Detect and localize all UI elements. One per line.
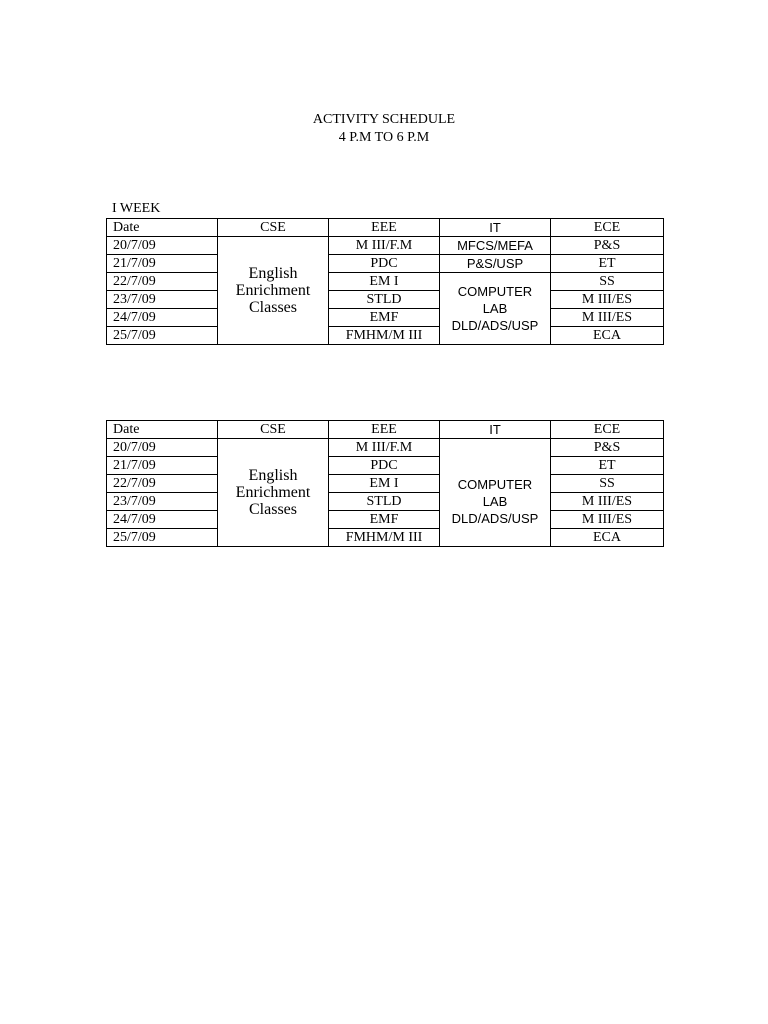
ece-cell: P&S	[551, 237, 664, 255]
it-computer-lab-block	[440, 273, 551, 345]
table-row	[107, 529, 664, 547]
date-cell: 25/7/09	[107, 529, 218, 547]
ece-cell: SS	[551, 273, 664, 291]
date-cell: 25/7/09	[107, 327, 218, 345]
cse-block-line: Enrichment	[235, 484, 311, 501]
cse-english-enrichment-block	[218, 237, 329, 345]
header-date: Date	[107, 219, 218, 237]
table-header-row	[107, 421, 664, 439]
header-eee: EEE	[329, 219, 440, 237]
cse-block-line: English	[248, 265, 298, 282]
header-date: Date	[107, 421, 218, 439]
header-it: IT	[440, 421, 551, 439]
eee-cell: STLD	[329, 493, 440, 511]
ece-cell: M III/ES	[551, 511, 664, 529]
page-title: ACTIVITY SCHEDULE	[312, 112, 456, 127]
it-block-line: LAB	[482, 493, 508, 509]
week-label: I WEEK	[112, 201, 161, 216]
date-cell: 22/7/09	[107, 475, 218, 493]
it-cell: MFCS/MEFA	[440, 237, 551, 255]
eee-cell: PDC	[329, 457, 440, 475]
header-it: IT	[440, 219, 551, 237]
ece-cell: M III/ES	[551, 291, 664, 309]
table-row	[107, 327, 664, 345]
eee-cell: EMF	[329, 511, 440, 529]
table-row	[107, 439, 664, 457]
cse-english-enrichment-block	[218, 439, 329, 547]
table-row	[107, 475, 664, 493]
eee-cell: M III/F.M	[329, 237, 440, 255]
ece-cell: M III/ES	[551, 309, 664, 327]
cse-block-line: English	[248, 467, 298, 484]
eee-cell: EM I	[329, 273, 440, 291]
eee-cell: FMHM/M III	[329, 327, 440, 345]
date-cell: 23/7/09	[107, 493, 218, 511]
table-row	[107, 291, 664, 309]
it-computer-lab-block	[440, 439, 551, 547]
table-row	[107, 457, 664, 475]
date-cell: 20/7/09	[107, 439, 218, 457]
it-block-line: DLD/ADS/USP	[451, 318, 539, 333]
date-cell: 20/7/09	[107, 237, 218, 255]
ece-cell: ECA	[551, 327, 664, 345]
ece-cell: P&S	[551, 439, 664, 457]
table-row	[107, 273, 664, 291]
header-ece: ECE	[551, 219, 664, 237]
cse-block-line: Classes	[249, 501, 297, 518]
cse-block-line: Classes	[249, 299, 297, 316]
ece-cell: M III/ES	[551, 493, 664, 511]
header-cse: CSE	[218, 421, 329, 439]
eee-cell: FMHM/M III	[329, 529, 440, 547]
table-row	[107, 255, 664, 273]
eee-cell: STLD	[329, 291, 440, 309]
table-row	[107, 237, 664, 255]
header-eee: EEE	[329, 421, 440, 439]
eee-cell: M III/F.M	[329, 439, 440, 457]
eee-cell: PDC	[329, 255, 440, 273]
date-cell: 24/7/09	[107, 309, 218, 327]
it-block-line: LAB	[482, 301, 508, 316]
header-ece: ECE	[551, 421, 664, 439]
cse-block-line: Enrichment	[235, 282, 311, 299]
header-cse: CSE	[218, 219, 329, 237]
page-subtitle: 4 P.M TO 6 P.M	[338, 130, 430, 145]
table-header-row	[107, 219, 664, 237]
eee-cell: EM I	[329, 475, 440, 493]
date-cell: 21/7/09	[107, 457, 218, 475]
it-block-line: COMPUTER	[457, 284, 533, 299]
it-cell: P&S/USP	[440, 255, 551, 273]
it-block-line: DLD/ADS/USP	[451, 510, 539, 526]
eee-cell: EMF	[329, 309, 440, 327]
date-cell: 22/7/09	[107, 273, 218, 291]
table-row	[107, 493, 664, 511]
schedule-table-week-2	[106, 420, 664, 547]
schedule-table-week-1	[106, 218, 664, 345]
it-block-line: COMPUTER	[457, 476, 533, 492]
date-cell: 21/7/09	[107, 255, 218, 273]
ece-cell: ET	[551, 255, 664, 273]
table-row	[107, 511, 664, 529]
ece-cell: SS	[551, 475, 664, 493]
ece-cell: ECA	[551, 529, 664, 547]
date-cell: 23/7/09	[107, 291, 218, 309]
date-cell: 24/7/09	[107, 511, 218, 529]
table-row	[107, 309, 664, 327]
ece-cell: ET	[551, 457, 664, 475]
